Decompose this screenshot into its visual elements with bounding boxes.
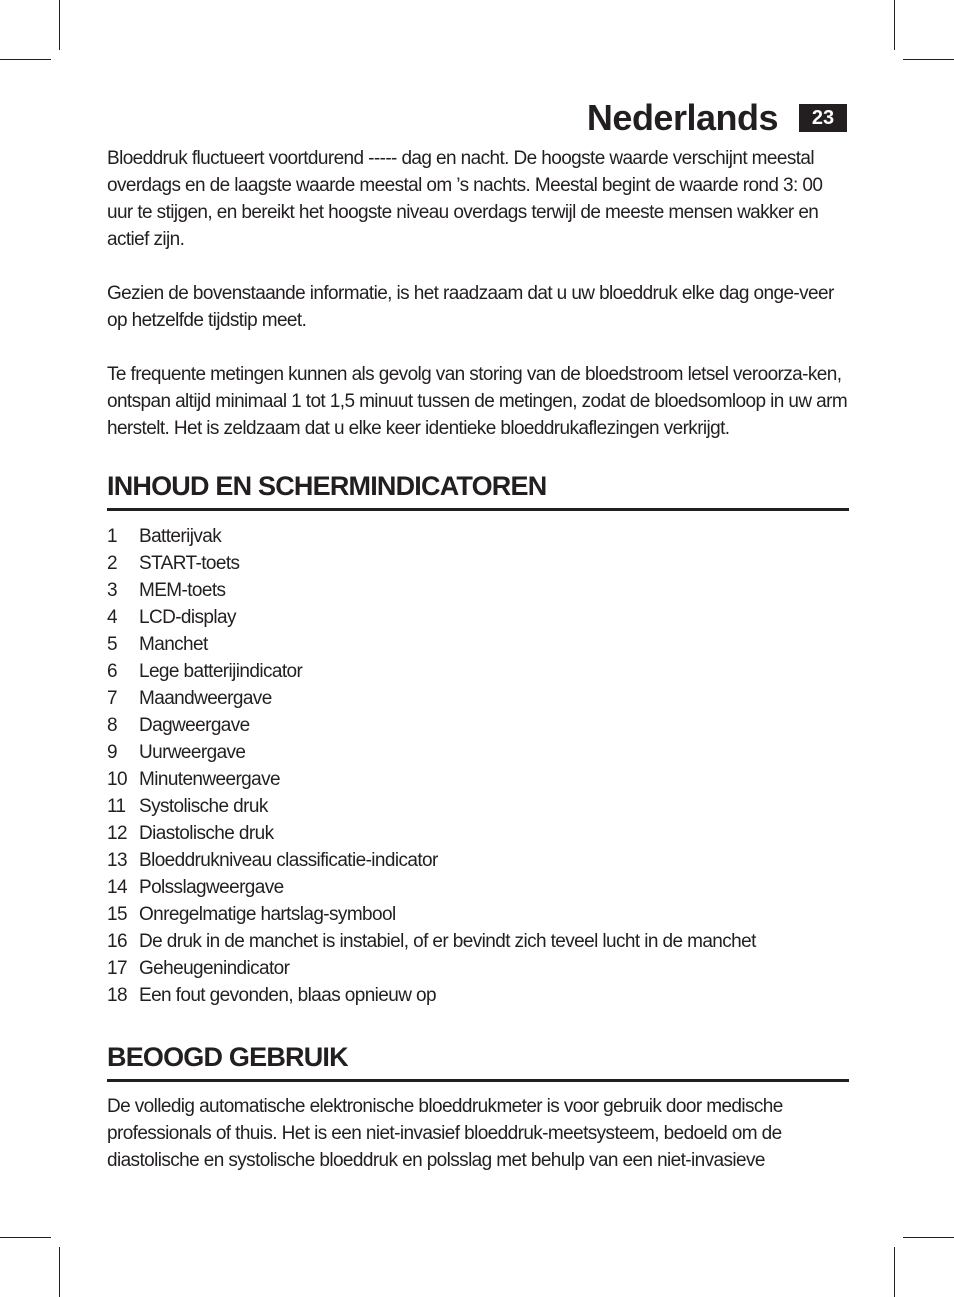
list-item-label: Systolische druk [139, 796, 268, 817]
list-item [107, 739, 849, 766]
list-item [107, 712, 849, 739]
list-item-label: START-toets [139, 553, 240, 574]
list-item-label: Onregelmatige hartslag-symbool [139, 904, 396, 925]
list-item-label: Manchet [139, 634, 208, 655]
list-item [107, 685, 849, 712]
page-number-badge: 23 [799, 104, 847, 132]
list-item [107, 631, 849, 658]
list-item-number: 6 [107, 661, 117, 682]
list-item-label: Bloeddrukniveau classificatie-indicator [139, 850, 438, 871]
list-item-label: Maandweergave [139, 688, 272, 709]
list-item-label: Uurweergave [139, 742, 246, 763]
list-item [107, 928, 849, 955]
list-item-number: 16 [107, 931, 127, 952]
list-item [107, 550, 849, 577]
list-item-label: Geheugenindicator [139, 958, 290, 979]
crop-mark-top-right-horizontal [903, 59, 954, 60]
list-item [107, 847, 849, 874]
list-item-number: 2 [107, 553, 117, 574]
list-item [107, 604, 849, 631]
list-item-number: 9 [107, 742, 117, 763]
intro-paragraph-1: Bloeddruk fluctueert voortdurend ----- dag en nacht. De hoogste waarde verschijnt meestal overdags en de laagste waarde meestal om ’s nachts. Meestal begint de waarde rond 3: 00 uur te stijgen, en bereikt het hoogste niveau overdags terwijl de meeste mensen wakker en actief zijn. [107, 148, 823, 250]
list-item [107, 577, 849, 604]
list-item-label: Diastolische druk [139, 823, 274, 844]
list-item-number: 13 [107, 850, 127, 871]
list-item [107, 766, 849, 793]
crop-mark-bottom-left-horizontal [0, 1237, 51, 1238]
list-item-number: 7 [107, 688, 117, 709]
crop-mark-top-left-horizontal [0, 59, 51, 60]
list-item [107, 874, 849, 901]
list-item-number: 14 [107, 877, 127, 898]
list-item [107, 820, 849, 847]
list-item-number: 12 [107, 823, 127, 844]
list-item-number: 3 [107, 580, 117, 601]
list-item-number: 18 [107, 985, 127, 1006]
page-language-title: Nederlands [586, 97, 778, 138]
list-item-number: 1 [107, 526, 117, 547]
list-item [107, 982, 849, 1009]
list-item [107, 955, 849, 982]
intro-paragraph-2: Gezien de bovenstaande informatie, is het raadzaam dat u uw bloeddruk elke dag onge-veer op hetzelfde tijdstip meet. [107, 283, 834, 331]
list-item [107, 658, 849, 685]
list-item-label: Minutenweergave [139, 769, 280, 790]
crop-mark-top-left-vertical [59, 0, 60, 50]
list-item [107, 793, 849, 820]
list-item-number: 8 [107, 715, 117, 736]
list-item-label: Lege batterijindicator [139, 661, 303, 682]
list-item-label: MEM-toets [139, 580, 226, 601]
page-content [107, 145, 849, 1174]
crop-mark-bottom-right-horizontal [903, 1237, 954, 1238]
list-item-label: LCD-display [139, 607, 236, 628]
list-item-number: 5 [107, 634, 117, 655]
crop-mark-bottom-right-vertical [894, 1247, 895, 1297]
list-item-number: 17 [107, 958, 127, 979]
list-item-label: Dagweergave [139, 715, 250, 736]
list-item [107, 901, 849, 928]
list-item-label: Batterijvak [139, 526, 222, 547]
list-item-label: De druk in de manchet is instabiel, of er bevindt zich teveel lucht in de manchet [139, 931, 756, 952]
intro-paragraph-3: Te frequente metingen kunnen als gevolg van storing van de bloedstroom letsel veroorza-ken, ontspan altijd minimaal 1 tot 1,5 minuut tussen de metingen, zodat de bloedsomloop in uw arm herstelt. Het is zeldzaam dat u elke keer identieke bloeddrukaflezingen verkrijgt. [107, 364, 848, 439]
section-heading-contents: INHOUD EN SCHERMINDICATOREN [107, 470, 849, 511]
list-item-number: 11 [107, 796, 126, 817]
list-item-number: 10 [107, 769, 127, 790]
list-item-label: Polsslagweergave [139, 877, 284, 898]
list-item-label: Een fout gevonden, blaas opnieuw op [139, 985, 436, 1006]
list-item-number: 4 [107, 607, 117, 628]
component-list [107, 523, 849, 1009]
crop-mark-top-right-vertical [894, 0, 895, 50]
crop-mark-bottom-left-vertical [59, 1247, 60, 1297]
list-item-number: 15 [107, 904, 127, 925]
section-heading-intended-use: BEOOGD GEBRUIK [107, 1041, 849, 1082]
intended-use-paragraph: De volledig automatische elektronische bloeddrukmeter is voor gebruik door medische professionals of thuis. Het is een niet-invasief bloeddruk-meetsysteem, bedoeld om de diastolische en systolische bloeddruk en polsslag met behulp van een niet-invasieve [107, 1096, 783, 1171]
list-item [107, 523, 849, 550]
